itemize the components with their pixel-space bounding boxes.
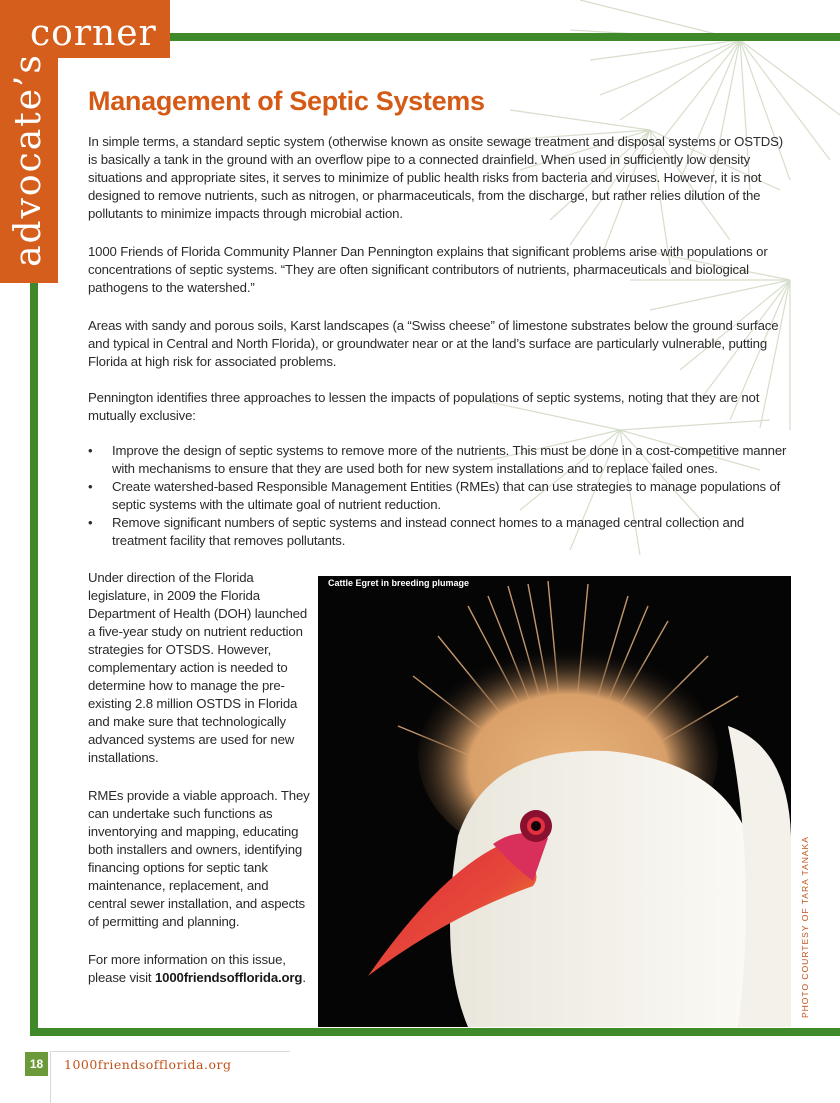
approach-list	[88, 442, 794, 550]
bullet-icon: •	[88, 515, 93, 530]
paragraph-doh-study: Under direction of the Florida legislature, in 2009 the Florida Department of Health (DOH) launched a five-year study on nutrient reduction strategies for OTSDS. However, complementary action is needed to determine how to manage the pre-existing 2.8 million OSTDS in Florida and make sure that technologically advanced systems are used for new installations.	[88, 570, 308, 765]
paragraph-vulnerable-areas: Areas with sandy and porous soils, Karst landscapes (a “Swiss cheese” of limestone substrates below the ground surface and typical in Central and North Florida), or groundwater near or at the land’s surface are particularly vulnerable, putting Florida at high risk for associated problems.	[88, 318, 779, 369]
website-link[interactable]: 1000friendsofflorida.org	[154, 970, 303, 985]
egret-photo	[318, 576, 791, 1027]
list-item	[88, 478, 794, 514]
more-info-prefix: For more information on this issue, please visit	[88, 952, 286, 985]
page-number: 18	[25, 1052, 48, 1076]
list-item	[88, 514, 794, 550]
egret-illustration	[318, 576, 791, 1027]
footer-vertical-divider	[50, 1051, 51, 1103]
frame-left-rule	[30, 280, 38, 1036]
footer-website[interactable]: 1000friendsofflorida.org	[64, 1057, 232, 1072]
paragraph-approaches: Pennington identifies three approaches to lessen the impacts of populations of septic systems, noting that they are not mutually exclusive:	[88, 390, 760, 423]
bullet-icon: •	[88, 479, 93, 494]
more-info-suffix: .	[302, 970, 306, 985]
bullet-icon: •	[88, 443, 93, 458]
list-item-text: Remove significant numbers of septic systems and instead connect homes to a managed central collection and treatment facility that removes pollutants.	[112, 515, 745, 548]
list-item-text: Create watershed-based Responsible Management Entities (RMEs) that can use strategies to manage populations of septic systems with the ultimate goal of nutrient reduction.	[112, 479, 781, 512]
footer-divider	[50, 1051, 290, 1052]
paragraph-more-info	[88, 951, 310, 987]
article-title: Management of Septic Systems	[88, 86, 485, 116]
photo-caption: Cattle Egret in breeding plumage	[328, 578, 470, 588]
paragraph-intro: In simple terms, a standard septic system (otherwise known as onsite sewage treatment and disposal systems or OSTDS) is basically a tank in the ground with an overflow pipe to a connected drainfield. When used in sufficiently low density situations and appropriate sites, it serves to minimize of public health risks from bacteria and viruses. However, it is not designed to remove nutrients, such as nitrogen, or pharmaceuticals, from the discharge, but rather relies dilution of the pollutants to minimize impacts through microbial action.	[88, 134, 784, 221]
photo-credit: PHOTO COURTESY OF TARA TANAKA	[800, 836, 810, 1018]
frame-top-rule	[150, 33, 840, 41]
section-label-advocates: advocate’s	[8, 53, 49, 267]
paragraph-rme: RMEs provide a viable approach. They can undertake such functions as inventorying and mapping, educating both installers and owners, identifying financing options for septic tank maintenance, replacement, and central sewer installation, and aspects of permitting and planning.	[88, 788, 310, 929]
frame-bottom-rule	[30, 1028, 840, 1036]
section-label-corner: corner	[30, 13, 157, 54]
paragraph-pennington-quote: 1000 Friends of Florida Community Planner Dan Pennington explains that significant problems arise with populations or concentrations of septic systems. “They are often significant contributors of nutrients, pharmaceuticals and biological pathogens to the watershed.”	[88, 244, 768, 295]
list-item	[88, 442, 794, 478]
list-item-text: Improve the design of septic systems to remove more of the nutrients. This must be done in a cost-competitive manner with mechanisms to ensure that they are used both for new system installations and to replace failed ones.	[112, 443, 787, 476]
